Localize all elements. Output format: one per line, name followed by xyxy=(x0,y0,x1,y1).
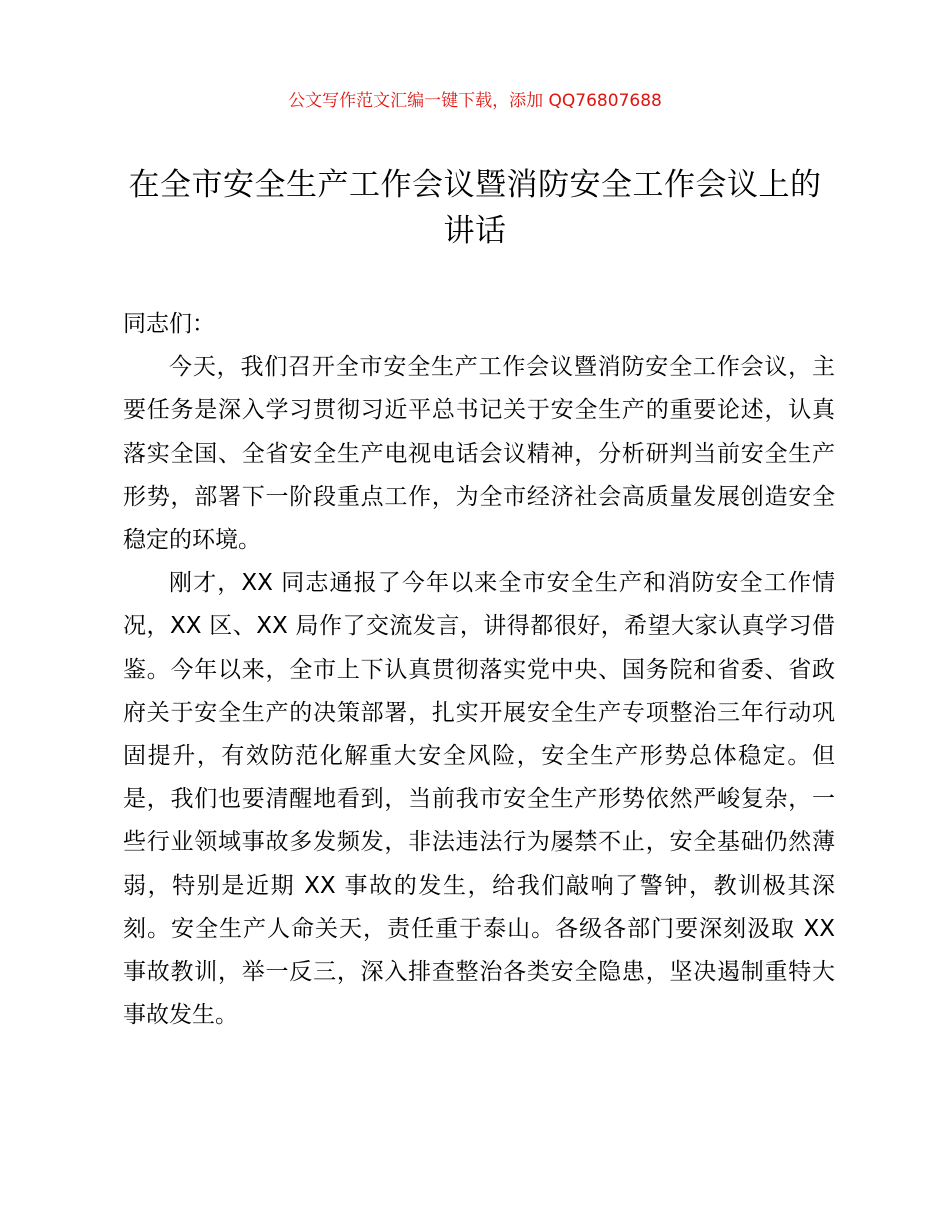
document-body xyxy=(123,303,835,1037)
document-title: 在全市安全生产工作会议暨消防安全工作会议上的讲话 xyxy=(128,167,822,249)
download-promo-note: 公文写作范文汇编一键下载，添加 QQ76807688 xyxy=(288,91,662,111)
paragraph-2: 刚才，XX 同志通报了今年以来全市安全生产和消防安全工作情况，XX 区、XX 局作了交流发言，讲得都很好，希望大家认真学习借鉴。今年以来，全市上下认真贯彻落实党中央、国务院和省委、省政府关于安全生产的决策部署，扎实开展安全生产专项整治三年行动巩固提升，有效防范化解重大安全风险，安全生产形势总体稳定。但是，我们也要清醒地看到，当前我市安全生产形势依然严峻复杂，一些行业领域事故多发频发，非法违法行为屡禁不止，安全基础仍然薄弱，特别是近期 XX 事故的发生，给我们敲响了警钟，教训极其深刻。安全生产人命关天，责任重于泰山。各级各部门要深刻汲取 XX 事故教训，举一反三，深入排查整治各类安全隐患，坚决遏制重特大事故发生。 xyxy=(123,570,835,1029)
paragraph-1: 今天，我们召开全市安全生产工作会议暨消防安全工作会议，主要任务是深入学习贯彻习近平总书记关于安全生产的重要论述，认真落实全国、全省安全生产电视电话会议精神，分析研判当前安全生产形势，部署下一阶段重点工作，为全市经济社会高质量发展创造安全稳定的环境。 xyxy=(123,354,835,554)
salutation: 同志们： xyxy=(123,311,215,337)
